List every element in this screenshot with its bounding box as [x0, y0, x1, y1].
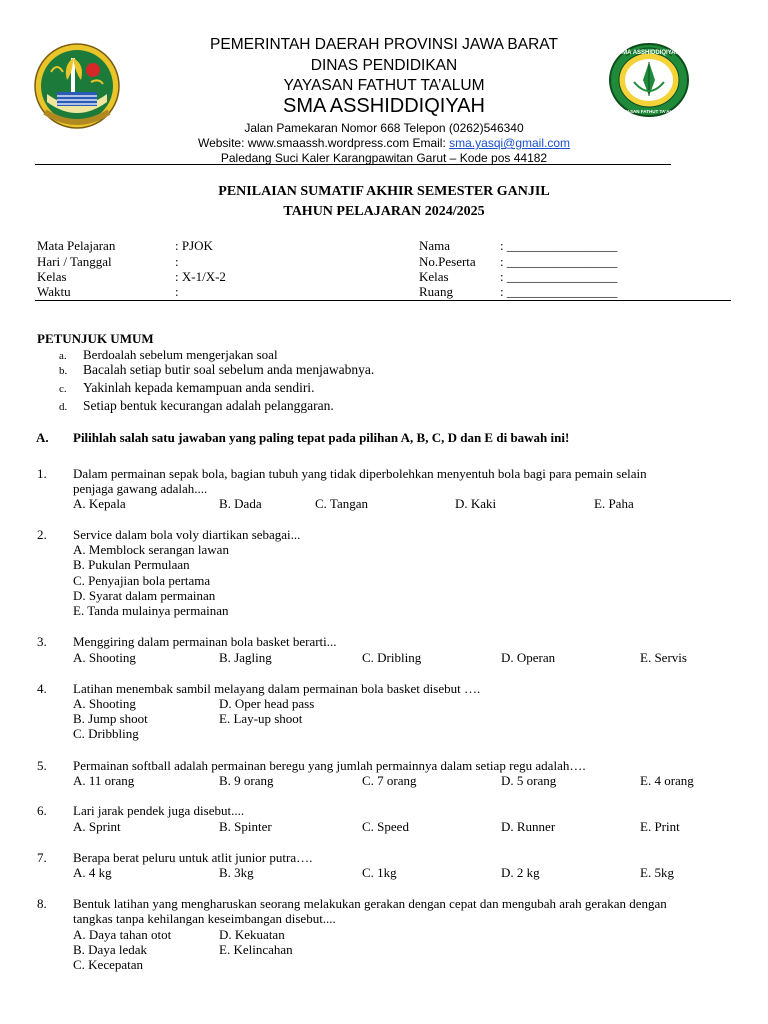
answer-option[interactable]: B. Pukulan Permulaan — [73, 557, 190, 572]
header-contact — [150, 136, 618, 150]
participant-number-field[interactable]: : _________________ — [500, 254, 618, 269]
header-location: Paledang Suci Kaler Karangpawitan Garut – Kode pos 44182 — [220, 151, 548, 165]
question-number: 4. — [37, 681, 47, 696]
answer-option[interactable]: E. Print — [640, 819, 680, 834]
answer-option[interactable]: B. Jump shoot — [73, 711, 148, 726]
answer-option[interactable]: E. Kelincahan — [219, 942, 293, 957]
question-text: penjaga gawang adalah.... — [73, 481, 208, 496]
answer-option[interactable]: B. Daya ledak — [73, 942, 148, 957]
question-number: 7. — [37, 850, 47, 865]
question-text: Latihan menembak sambil melayang dalam permainan bola basket disebut …. — [73, 681, 481, 696]
answer-option[interactable]: D. Syarat dalam permainan — [73, 588, 216, 603]
answer-option[interactable]: C. 7 orang — [362, 773, 417, 788]
instruction-item — [59, 362, 374, 378]
room-field[interactable]: : _________________ — [500, 284, 618, 299]
section-a-letter: A. — [36, 430, 49, 445]
answer-option[interactable]: D. 2 kg — [501, 865, 540, 880]
answer-option[interactable]: E. Paha — [594, 496, 634, 511]
email-link[interactable]: sma.yasqi@gmail.com — [449, 136, 571, 150]
header-school-name: SMA ASSHIDDIQIYAH — [283, 95, 485, 117]
question-number: 5. — [37, 758, 47, 773]
right-logo-subtext: YAYASAN FATHUT TA'ALUM — [618, 109, 680, 114]
identity-left-label: Mata Pelajaran — [37, 238, 116, 253]
exam-year: TAHUN PELAJARAN 2024/2025 — [283, 204, 485, 219]
question-number: 2. — [37, 527, 47, 542]
identity-right-label: No.Peserta — [419, 254, 476, 269]
answer-option[interactable]: B. Spinter — [219, 819, 272, 834]
instruction-text: Bacalah setiap butir soal sebelum anda menjawabnya. — [83, 362, 375, 377]
answer-option[interactable]: C. Penyajian bola pertama — [73, 573, 211, 588]
instruction-text: Setiap bentuk kecurangan adalah pelanggaran. — [83, 398, 334, 413]
instruction-text: Berdoalah sebelum mengerjakan soal — [83, 347, 278, 362]
identity-left-label: Kelas — [37, 269, 67, 284]
answer-option[interactable]: E. Servis — [640, 650, 687, 665]
instruction-item — [59, 347, 278, 363]
answer-option[interactable]: B. Jagling — [219, 650, 272, 665]
answer-option[interactable]: C. Speed — [362, 819, 409, 834]
answer-option[interactable]: C. Kecepatan — [73, 957, 144, 972]
question-text: Bentuk latihan yang mengharuskan seorang melakukan gerakan dengan cepat dan mengubah arah gerakan dengan — [73, 896, 667, 911]
identity-right-label: Ruang — [419, 284, 453, 299]
instructions-title: PETUNJUK UMUM — [37, 331, 154, 346]
header-address: Jalan Pamekaran Nomor 668 Telepon (0262)546340 — [244, 121, 524, 135]
section-a-heading — [36, 430, 570, 446]
question-number: 1. — [37, 466, 47, 481]
instruction-letter: c. — [59, 383, 67, 395]
header-gov-line: PEMERINTAH DAERAH PROVINSI JAWA BARAT — [210, 36, 558, 53]
answer-option[interactable]: B. 3kg — [219, 865, 254, 880]
answer-option[interactable]: B. Dada — [219, 496, 262, 511]
instruction-item — [59, 380, 314, 396]
header-website: Website: www.smaassh.wordpress.com Email: — [197, 136, 450, 150]
identity-left-label: Waktu — [37, 284, 71, 299]
answer-option[interactable]: A. 4 kg — [73, 865, 112, 880]
header-divider — [35, 164, 671, 165]
question-text: Lari jarak pendek juga disebut.... — [73, 803, 245, 818]
answer-option[interactable]: D. Kaki — [455, 496, 497, 511]
question-number: 3. — [37, 634, 47, 649]
identity-divider — [35, 300, 731, 301]
identity-left-value: : — [175, 254, 179, 269]
answer-option[interactable]: A. Shooting — [73, 696, 136, 711]
right-logo-text: SMA ASSHIDDIQIYAH — [618, 50, 680, 56]
west-java-emblem-icon — [33, 42, 121, 130]
question-number: 6. — [37, 803, 47, 818]
name-field[interactable]: : _________________ — [500, 238, 618, 253]
answer-option[interactable]: A. Shooting — [73, 650, 136, 665]
answer-option[interactable]: E. Lay-up shoot — [219, 711, 303, 726]
identity-left-label: Hari / Tanggal — [37, 254, 112, 269]
header-foundation-line: YAYASAN FATHUT TA’ALUM — [283, 77, 485, 94]
instruction-letter: d. — [59, 401, 68, 413]
answer-option[interactable]: C. Tangan — [315, 496, 369, 511]
identity-right-label: Kelas — [419, 269, 449, 284]
answer-option[interactable]: E. Tanda mulainya permainan — [73, 603, 229, 618]
answer-option[interactable]: C. Dribling — [362, 650, 422, 665]
identity-right-label: Nama — [419, 238, 451, 253]
identity-left-value: : — [175, 284, 179, 299]
answer-option[interactable]: E. 5kg — [640, 865, 674, 880]
question-text: tangkas tanpa kehilangan keseimbangan disebut.... — [73, 911, 336, 926]
question-text: Service dalam bola voly diartikan sebagai... — [73, 527, 301, 542]
question-text: Menggiring dalam permainan bola basket berarti... — [73, 634, 337, 649]
answer-option[interactable]: E. 4 orang — [640, 773, 694, 788]
instruction-letter: a. — [59, 350, 67, 362]
answer-option[interactable]: A. Sprint — [73, 819, 121, 834]
answer-option[interactable]: D. Oper head pass — [219, 696, 315, 711]
answer-option[interactable]: D. Kekuatan — [219, 927, 285, 942]
answer-option[interactable]: D. 5 orang — [501, 773, 557, 788]
answer-option[interactable]: C. Dribbling — [73, 726, 139, 741]
instruction-letter: b. — [59, 365, 68, 377]
school-emblem-icon — [608, 42, 690, 118]
answer-option[interactable]: A. Memblock serangan lawan — [73, 542, 229, 557]
question-text: Berapa berat peluru untuk atlit junior putra…. — [73, 850, 313, 865]
identity-left-value: : PJOK — [175, 238, 213, 253]
question-number: 8. — [37, 896, 47, 911]
answer-option[interactable]: B. 9 orang — [219, 773, 274, 788]
class-field[interactable]: : _________________ — [500, 269, 618, 284]
exam-title: PENILAIAN SUMATIF AKHIR SEMESTER GANJIL — [218, 184, 550, 199]
question-text: Permainan softball adalah permainan beregu yang jumlah permainnya dalam setiap regu adalah…. — [73, 758, 586, 773]
answer-option[interactable]: A. Daya tahan otot — [73, 927, 172, 942]
header-dept-line: DINAS PENDIDIKAN — [310, 57, 458, 74]
instruction-text: Yakinlah kepada kemampuan anda sendiri. — [83, 380, 315, 395]
answer-option[interactable]: D. Runner — [501, 819, 556, 834]
answer-option[interactable]: A. Kepala — [73, 496, 126, 511]
answer-option[interactable]: D. Operan — [501, 650, 556, 665]
identity-left-value: : X-1/X-2 — [175, 269, 226, 284]
answer-option[interactable]: A. 11 orang — [73, 773, 135, 788]
section-a-text: Pilihlah salah satu jawaban yang paling tepat pada pilihan A, B, C, D dan E di bawah ini! — [73, 430, 570, 445]
instruction-item — [59, 398, 334, 414]
question-text: Dalam permainan sepak bola, bagian tubuh yang tidak diperbolehkan menyentuh bola bagi para pemain selain — [73, 466, 647, 481]
answer-option[interactable]: C. 1kg — [362, 865, 397, 880]
